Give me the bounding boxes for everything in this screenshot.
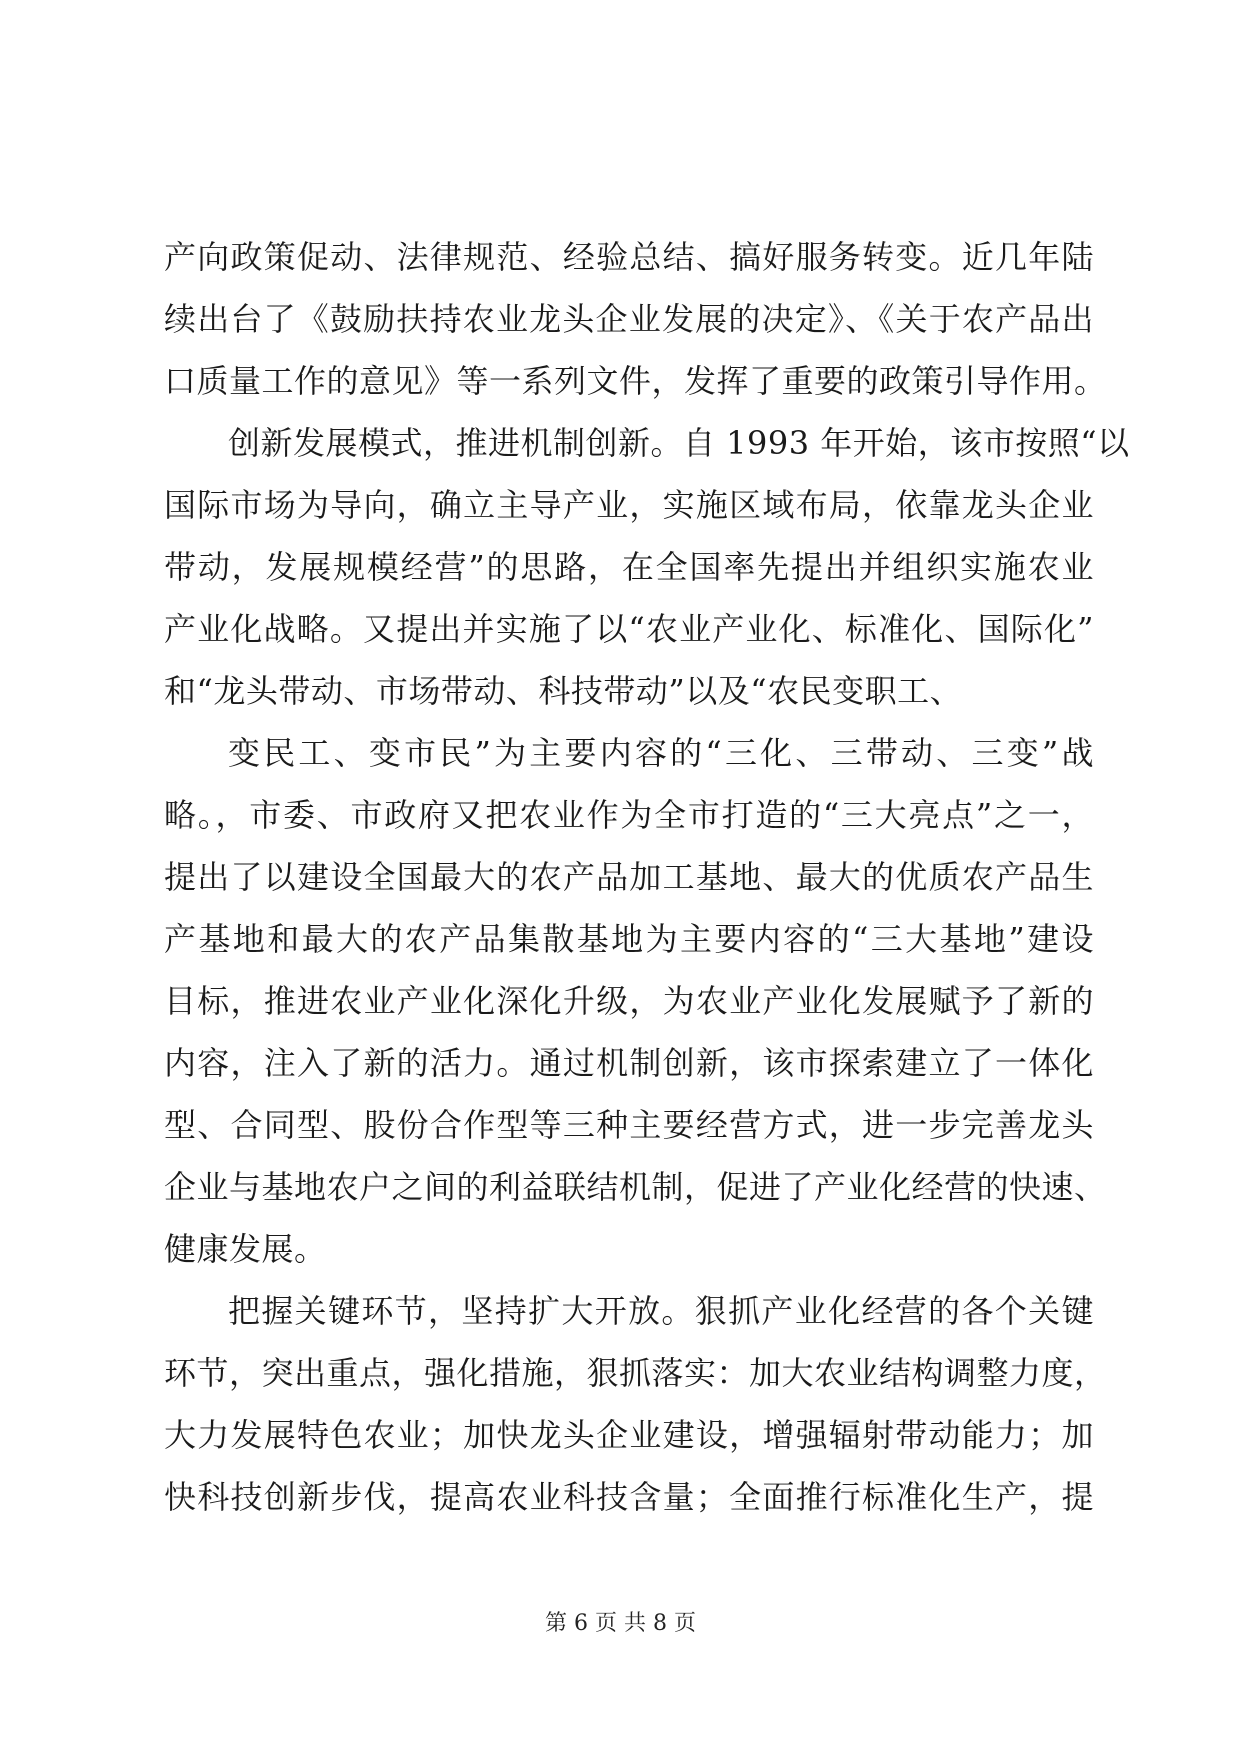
text-line: 健康发展。 <box>164 1230 327 1268</box>
paragraph-start-line: 把握关键环节，坚持扩大开放。狠抓产业化经营的各个关键 <box>228 1292 1094 1330</box>
body-text <box>164 226 1130 1528</box>
text-line: 产业化战略。又提出并实施了以“农业产业化、标准化、国际化” <box>164 610 1094 648</box>
text-line: 续出台了《鼓励扶持农业龙头企业发展的决定》、《关于农产品出 <box>164 300 1094 338</box>
text-line: 产基地和最大的农产品集散基地为主要内容的“三大基地”建设 <box>164 920 1094 958</box>
text-line: 带动，发展规模经营”的思路，在全国率先提出并组织实施农业 <box>164 548 1094 586</box>
text-line: 环节，突出重点，强化措施，狠抓落实：加大农业结构调整力度， <box>164 1354 1107 1392</box>
text-line: 大力发展特色农业；加快龙头企业建设，增强辐射带动能力；加 <box>164 1416 1094 1454</box>
text-line: 目标，推进农业产业化深化升级，为农业产业化发展赋予了新的 <box>164 982 1094 1020</box>
text-line: 型、合同型、股份合作型等三种主要经营方式，进一步完善龙头 <box>164 1106 1094 1144</box>
paragraph-start-line: 变民工、变市民”为主要内容的“三化、三带动、三变”战 <box>228 734 1094 772</box>
text-line: 口质量工作的意见》等一系列文件，发挥了重要的政策引导作用。 <box>164 362 1107 400</box>
text-line: 企业与基地农户之间的利益联结机制，促进了产业化经营的快速、 <box>164 1168 1107 1206</box>
page-number-footer: 第 6 页 共 8 页 <box>545 1611 696 1636</box>
text-line: 快科技创新步伐，提高农业科技含量；全面推行标准化生产，提 <box>164 1478 1094 1516</box>
text-line: 国际市场为导向，确立主导产业，实施区域布局，依靠龙头企业 <box>164 486 1094 524</box>
text-line: 和“龙头带动、市场带动、科技带动”以及“农民变职工、 <box>164 672 963 710</box>
text-line: 略。，市委、市政府又把农业作为全市打造的“三大亮点”之一， <box>164 796 1094 834</box>
text-line: 内容，注入了新的活力。通过机制创新，该市探索建立了一体化 <box>164 1044 1094 1082</box>
paragraph-start-line: 创新发展模式，推进机制创新。自 1993 年开始，该市按照“以 <box>228 424 1130 462</box>
text-line: 提出了以建设全国最大的农产品加工基地、最大的优质农产品生 <box>164 858 1094 896</box>
text-line: 产向政策促动、法律规范、经验总结、搞好服务转变。近几年陆 <box>164 238 1094 276</box>
